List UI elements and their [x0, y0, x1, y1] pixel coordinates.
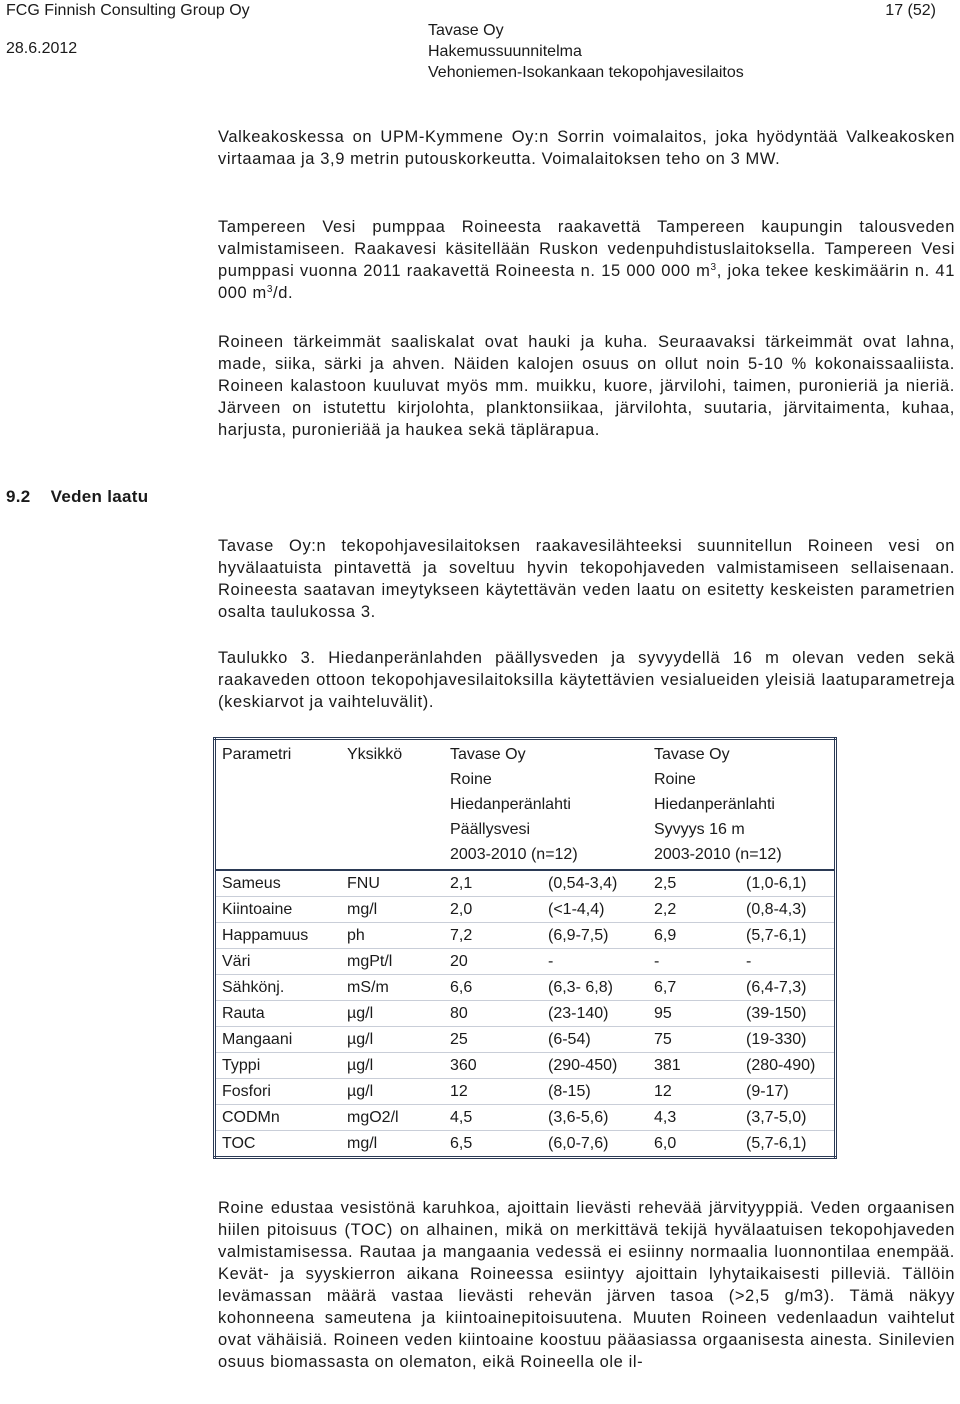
cell-paallysvesi-mean: 12 [444, 1079, 542, 1105]
table-row [215, 975, 836, 1001]
cell-syvyys-range: (1,0-6,1) [740, 870, 836, 897]
cell-paallysvesi-range: (6,3- 6,8) [542, 975, 648, 1001]
cell-parametri: Fosfori [215, 1079, 342, 1105]
cell-paallysvesi-mean: 4,5 [444, 1105, 542, 1131]
cell-syvyys-range: (19-330) [740, 1027, 836, 1053]
water-quality-table [213, 737, 837, 1159]
cell-paallysvesi-mean: 80 [444, 1001, 542, 1027]
header-line: Tavase Oy [450, 746, 526, 763]
cell-paallysvesi-range: (6,9-7,5) [542, 923, 648, 949]
cell-syvyys-mean: 95 [648, 1001, 740, 1027]
header-line: 2003-2010 (n=12) [450, 846, 578, 863]
cell-syvyys-range: (5,7-6,1) [740, 923, 836, 949]
cell-syvyys-mean: 2,2 [648, 897, 740, 923]
paragraph-voimalaitos: Valkeakoskessa on UPM-Kymmene Oy:n Sorrin voimalaitos, joka hyödyntää Valkeakosken virtaamaa ja 3,9 metrin putouskorkeutta. Voimalaitoksen teho on 3 MW. [218, 128, 955, 168]
document-date: 28.6.2012 [6, 40, 78, 57]
cell-parametri: Typpi [215, 1053, 342, 1079]
cell-syvyys-mean: 6,7 [648, 975, 740, 1001]
table-row [215, 870, 836, 897]
cell-parametri: Sameus [215, 870, 342, 897]
cell-syvyys-mean: 12 [648, 1079, 740, 1105]
table-row [215, 897, 836, 923]
cell-syvyys-mean: 6,9 [648, 923, 740, 949]
cell-paallysvesi-range: (3,6-5,6) [542, 1105, 648, 1131]
cell-parametri: CODMn [215, 1105, 342, 1131]
cell-paallysvesi-mean: 360 [444, 1053, 542, 1079]
cell-syvyys-range: (39-150) [740, 1001, 836, 1027]
cell-syvyys-mean: 2,5 [648, 870, 740, 897]
cell-paallysvesi-range: - [542, 949, 648, 975]
paragraph-raakavesi: Tavase Oy:n tekopohjavesilaitoksen raakavesilähteeksi suunnitellun Roineen vesi on hyvälaatuista pintavettä ja soveltuu hyvin tekopohjaveden valmistamiseen sellaisenaan. Roineesta saatavan imeytykseen käytettävän veden laatu on esitetty keskeisten parametrien osalta taulukossa 3. [218, 537, 955, 621]
table-row [215, 1027, 836, 1053]
header-line: 2003-2010 (n=12) [654, 846, 782, 863]
document-header [428, 20, 744, 83]
superscript: 3 [710, 262, 717, 273]
cell-parametri: Rauta [215, 1001, 342, 1027]
section-heading [6, 487, 148, 507]
table-row [215, 949, 836, 975]
header-syvyys [648, 739, 836, 871]
cell-yksikko: µg/l [341, 1027, 444, 1053]
header-line: Hiedanperänlahti [654, 796, 775, 813]
project-name: Vehoniemen-Isokankaan tekopohjavesilaitos [428, 64, 744, 81]
cell-yksikko: mgPt/l [341, 949, 444, 975]
cell-paallysvesi-mean: 2,1 [444, 870, 542, 897]
cell-yksikko: mg/l [347, 1135, 378, 1152]
cell-yksikko: ph [341, 923, 444, 949]
header-line: Tavase Oy [654, 746, 730, 763]
paragraph-tampereen-vesi [218, 216, 955, 304]
cell-yksikko: mg/l [341, 897, 444, 923]
cell-paallysvesi-mean: 7,2 [444, 923, 542, 949]
paragraph-kalasto: Roineen tärkeimmät saaliskalat ovat hauki ja kuha. Seuraavaksi tärkeimmät ovat lahna, made, siika, särki ja ahven. Näiden kalojen osuus on ollut noin 5-10 % kokonaissaaliista. Roineen kalastoon kuuluvat myös mm. muikku, kuore, järvilohi, taimen, puronieriä ja nieriä. Järveen on istutettu kirjolohta, planktonsiikaa, järvilohta, suutaria, järvitaimenta, kuhaa, harjusta, puronieriää ja haukea sekä täplärapua. [218, 333, 955, 439]
header-line: Päällysvesi [450, 821, 531, 838]
cell-paallysvesi-mean: 2,0 [444, 897, 542, 923]
cell-syvyys-range: - [740, 949, 836, 975]
table-caption: Taulukko 3. Hiedanperänlahden päällysveden ja syvyydellä 16 m olevan veden sekä raakaveden ottoon tekopohjavesilaitoksilla käytettävien vesialueiden yleisiä laatuparametreja (keskiarvot ja vaihteluvälit). [218, 649, 955, 711]
cell-parametri: Väri [215, 949, 342, 975]
cell-paallysvesi-mean: 20 [444, 949, 542, 975]
cell-syvyys-range: (0,8-4,3) [740, 897, 836, 923]
cell-paallysvesi-range: (6-54) [542, 1027, 648, 1053]
company-name: FCG Finnish Consulting Group Oy [6, 2, 250, 19]
table-row [215, 1001, 836, 1027]
section-title: Veden laatu [50, 487, 149, 506]
table-header-row [215, 739, 836, 871]
cell-paallysvesi-mean: 25 [444, 1027, 542, 1053]
table-row [215, 1053, 836, 1079]
header-line: Hiedanperänlahti [450, 796, 571, 813]
cell-yksikko: µg/l [341, 1053, 444, 1079]
cell-paallysvesi-range: (23-140) [542, 1001, 648, 1027]
cell-syvyys-range: (3,7-5,0) [740, 1105, 836, 1131]
cell-parametri: Kiintoaine [215, 897, 342, 923]
cell-yksikko: µg/l [341, 1001, 444, 1027]
cell-syvyys-range: (5,7-6,1) [746, 1135, 807, 1152]
document-type: Hakemussuunnitelma [428, 43, 582, 60]
cell-paallysvesi-range: (<1-4,4) [542, 897, 648, 923]
header-parametri: Parametri [215, 739, 342, 871]
section-number: 9.2 [6, 487, 31, 506]
cell-yksikko: mgO2/l [341, 1105, 444, 1131]
superscript: 3 [266, 284, 274, 295]
header-yksikko: Yksikkö [341, 739, 444, 871]
cell-paallysvesi-mean: 6,5 [450, 1135, 473, 1152]
table-row [215, 1079, 836, 1105]
header-paallysvesi [444, 739, 648, 871]
cell-paallysvesi-range: (6,0-7,6) [548, 1135, 609, 1152]
cell-paallysvesi-range: (290-450) [542, 1053, 648, 1079]
cell-paallysvesi-range: (0,54-3,4) [542, 870, 648, 897]
header-line: Roine [450, 771, 492, 788]
cell-parametri: Happamuus [215, 923, 342, 949]
table-row [215, 923, 836, 949]
client-name: Tavase Oy [428, 22, 504, 39]
cell-syvyys-mean: 75 [648, 1027, 740, 1053]
cell-parametri: TOC [222, 1135, 256, 1152]
cell-parametri: Sähkönj. [215, 975, 342, 1001]
table-row [215, 1131, 836, 1158]
cell-syvyys-mean: 4,3 [648, 1105, 740, 1131]
cell-yksikko: µg/l [341, 1079, 444, 1105]
paragraph-text: , joka tekee keskimäärin n. 41 000 m [218, 262, 955, 302]
cell-syvyys-range: (9-17) [740, 1079, 836, 1105]
cell-syvyys-mean: - [648, 949, 740, 975]
cell-parametri: Mangaani [215, 1027, 342, 1053]
page-number: 17 (52) [885, 2, 936, 19]
cell-syvyys-mean: 6,0 [654, 1135, 677, 1152]
paragraph-roine-vesisto: Roine edustaa vesistönä karuhkoa, ajoittain lievästi rehevää järvityyppiä. Veden orgaanisen hiilen pitoisuus (TOC) on alhainen, mikä on merkittävä tekijä hyvälaatuisen tekopohjaveden valmistamisessa. Rautaa ja mangaania vedessä ei esiinny normaalia luonnontilaa enempää. Kevät- ja syyskierron aikana Roineessa esiintyy ajoittain lyhytaikaisesti pilleviä. Tällöin levämassan määrä vastaa lievästi rehevän järven tasoa (>2,5 g/m3). Tämä näkyy kohonneena sameutena ja kiintoainepitoisuutena. Muuten Roineen vedenlaadun vaihtelut ovat vähäisiä. Roineen veden kiintoaine koostuu pääasiassa orgaanisesta ainesta. Sinilevien osuus biomassasta on olematon, eikä Roineella ole il- [218, 1199, 955, 1371]
table-row [215, 1105, 836, 1131]
paragraph-text: /d. [273, 284, 294, 302]
cell-syvyys-range: (6,4-7,3) [740, 975, 836, 1001]
header-line: Syvyys 16 m [654, 821, 745, 838]
paragraph-text: Tampereen Vesi pumppaa Roineesta raakavettä Tampereen kaupungin talousveden valmistamiseen. Raakavesi käsitellään Ruskon vedenpuhdistuslaitoksella. Tampereen Vesi pumppasi vuonna 2011 raakavettä Roineesta n. 15 000 000 m [218, 218, 955, 280]
cell-paallysvesi-mean: 6,6 [444, 975, 542, 1001]
cell-syvyys-range: (280-490) [740, 1053, 836, 1079]
cell-syvyys-mean: 381 [648, 1053, 740, 1079]
cell-paallysvesi-range: (8-15) [542, 1079, 648, 1105]
cell-yksikko: FNU [341, 870, 444, 897]
cell-yksikko: mS/m [341, 975, 444, 1001]
header-line: Roine [654, 771, 696, 788]
